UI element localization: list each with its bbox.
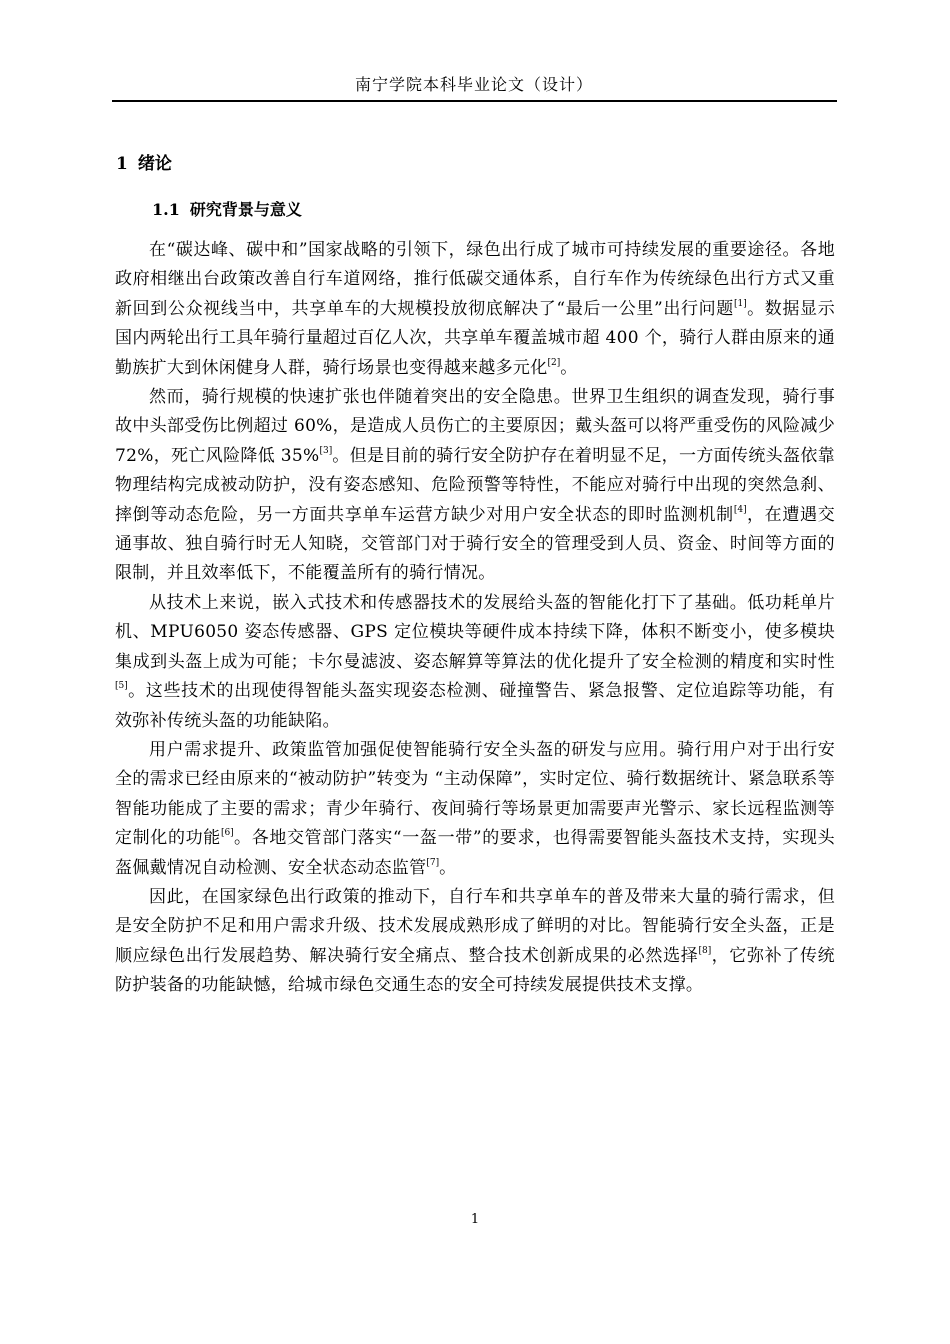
section-number: 1.1 xyxy=(152,200,180,219)
paragraph-text: ，它弥补了传统防护装备的功能缺憾，给城市绿色交通生态的安全可持续发展提供技术支撑。 xyxy=(115,945,835,996)
citation-1: [1] xyxy=(733,298,747,309)
citation-7: [7] xyxy=(426,857,440,868)
paragraph-text: 用户需求提升、政策监管加强促使智能骑行安全头盔的研发与应用。骑行用户对于出行安全的需求已经由原来的“被动防护”转变为 “主动保障”，实时定位、骑行数据统计、紧急联系等智能功能成了主要的需求；青少年骑行、夜间骑行等场景更加需要声光警示、家长远程监测等定制化的功能 xyxy=(115,739,835,849)
page-number: 1 xyxy=(470,1212,480,1227)
header-divider xyxy=(112,100,837,102)
citation-8: [8] xyxy=(698,945,712,956)
citation-2: [2] xyxy=(547,357,561,368)
paragraph-text: 。 xyxy=(560,357,578,378)
running-header-title: 南宁学院本科毕业论文（设计） xyxy=(354,75,593,94)
paragraph-5 xyxy=(115,883,835,1001)
citation-5: [5] xyxy=(115,681,128,692)
body-text xyxy=(115,236,835,1001)
paragraph-text: 。各地交管部门落实“一盔一带”的要求，也得需要智能头盔技术支持，实现头盔佩戴情况自动检测、安全状态动态监管 xyxy=(115,828,835,878)
paragraph-2 xyxy=(115,383,835,589)
paragraph-3 xyxy=(115,589,835,736)
section-title: 研究背景与意义 xyxy=(189,200,302,219)
paragraph-text: 从技术上来说，嵌入式技术和传感器技术的发展给头盔的智能化打下了基础。低功耗单片机、MPU6050 姿态传感器、GPS 定位模块等硬件成本持续下降，体积不断变小，使多模块集成到头盔上成为可能；卡尔曼滤波、姿态解算等算法的优化提升了安全检测的精度和实时性 xyxy=(115,592,835,672)
chapter-title: 绪论 xyxy=(137,154,172,174)
section-heading xyxy=(152,198,302,222)
paragraph-text: 。但是目前的骑行安全防护存在着明显不足，一方面传统头盔依靠物理结构完成被动防护，没有姿态感知、危险预警等特性，不能应对骑行中出现的突然急刹、摔倒等动态危险，另一方面共享单车运营方缺少对用户安全状态的即时监测机制 xyxy=(115,445,835,525)
paragraph-text: 在“碳达峰、碳中和”国家战略的引领下，绿色出行成了城市可持续发展的重要途径。各地政府相继出台政策改善自行车道网络，推行低碳交通体系，自行车作为传统绿色出行方式又重新回到公众视线当中，共享单车的大规模投放彻底解决了“最后一公里”出行问题 xyxy=(115,240,835,319)
chapter-heading xyxy=(116,152,172,176)
paragraph-text: ，在遭遇交通事故、独自骑行时无人知晓，交管部门对于骑行安全的管理受到人员、资金、时间等方面的限制，并且效率低下，不能覆盖所有的骑行情况。 xyxy=(115,504,836,584)
paragraph-text: 。 xyxy=(439,857,457,878)
paragraph-text: 然而，骑行规模的快速扩张也伴随着突出的安全隐患。世界卫生组织的调查发现，骑行事故中头部受伤比例超过 60%，是造成人员伤亡的主要原因；戴头盔可以将严重受伤的风险减少 72%，死亡风险降低 35% xyxy=(115,387,835,466)
chapter-number: 1 xyxy=(116,154,128,174)
citation-6: [6] xyxy=(220,828,234,839)
paragraph-text: 因此，在国家绿色出行政策的推动下，自行车和共享单车的普及带来大量的骑行需求，但是安全防护不足和用户需求升级、技术发展成熟形成了鲜明的对比。智能骑行安全头盔，正是顺应绿色出行发展趋势、解决骑行安全痛点、整合技术创新成果的必然选择 xyxy=(115,886,835,966)
citation-4: [4] xyxy=(733,504,747,515)
citation-3: [3] xyxy=(319,445,333,456)
paragraph-1 xyxy=(115,236,835,383)
paragraph-text: 。数据显示国内两轮出行工具年骑行量超过百亿人次，共享单车覆盖城市超 400 个，骑行人群由原来的通勤族扩大到休闲健身人群，骑行场景也变得越来越多元化 xyxy=(115,298,835,378)
paragraph-4 xyxy=(115,736,835,883)
paragraph-text: 。这些技术的出现使得智能头盔实现姿态检测、碰撞警告、紧急报警、定位追踪等功能，有效弥补传统头盔的功能缺陷。 xyxy=(115,681,835,731)
